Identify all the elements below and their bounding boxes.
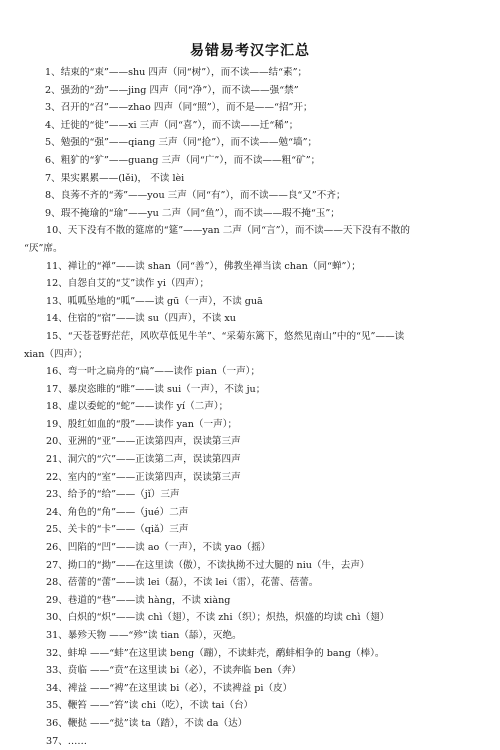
list-item: 6、粗犷的“犷”——guang 三声（同“广”），而不读——粗“矿”； <box>45 154 321 166</box>
list-item: 2、强劲的“劲”——jing 四声（同“净”），而不读——强“禁” <box>45 84 299 96</box>
list-item: 32、蚌埠 ——“蚌”在这里读 beng（蹦），不读蚌壳，鹬蚌相争的 bang（棒）。 <box>46 647 385 659</box>
list-item: 31、暴殄天物 ——“殄”读 tian（舔），灭绝。 <box>46 630 242 641</box>
list-item: 14、住宿的“宿”——读 su（四声），不读 xu <box>46 313 236 325</box>
list-item: 36、鞭挞 ——“挞”读 ta（踏），不读 da（达） <box>46 717 248 729</box>
list-item: 34、裨益 ——“裨”在这里读 bi（必），不读裨益 pi（皮） <box>46 682 293 694</box>
list-item: 24、角色的“角”——（jué）二声 <box>46 506 189 518</box>
list-item: 18、虚以委蛇的“蛇”——读作 yí（二声）； <box>46 401 229 413</box>
list-item: 25、关卡的“卡”——（qiǎ）三声 <box>46 524 189 536</box>
list-item: 30、白炽的“炽”——读 chì（翅），不读 zhi（织）；炽热，炽盛的均读 chì（翅） <box>46 612 390 624</box>
list-item: 26、凹陷的“凹”——读 ao（一声），不读 yao（摇） <box>46 542 271 554</box>
list-item: 15、“天苍苍野茫茫，风吹草低见牛羊”、“采菊东篱下，悠然见南山”中的“见”——读 <box>46 330 405 342</box>
list-item: 12、自怨自艾的“艾”读作 yi（四声）； <box>46 278 210 290</box>
list-item: 4、迁徙的“徙”——xi 三声（同“喜”），而不读——迁“稀”； <box>45 119 299 131</box>
list-item: 23、给予的“给”——（jǐ）三声 <box>46 489 180 501</box>
document-body <box>24 64 484 750</box>
list-item: 8、良莠不齐的“莠”——you 三声（同“有”），而不读——良“又”不齐； <box>45 190 346 202</box>
list-item: 7、果实累累——(lěi)， 不读 lèi <box>45 172 185 184</box>
list-item: 37、…… <box>46 735 87 747</box>
list-item: 10、天下没有不散的筵席的“筵”——yan 二声（同“言”），而不读——天下没有不散的 <box>46 225 410 237</box>
document-title: 易错易考汉字汇总 <box>190 43 310 59</box>
list-item: 20、亚洲的“亚”——正读第四声，误读第三声 <box>46 436 241 448</box>
list-item: 16、弯一叶之扁舟的“扁”——读作 pian（一声）； <box>46 366 261 378</box>
list-item: 5、勉强的“强”——qiang 三声（同“抢”），而不读——勉“墙”； <box>45 137 318 149</box>
list-item: 33、贲临 ——“贲”在这里读 bi（必），不读奔临 ben（奔） <box>46 665 302 677</box>
list-item: 27、拗口的“拗”——在这里读（傲），不读执拗不过大腿的 niu（牛，去声） <box>46 559 370 571</box>
list-item: 19、殷红如血的“殷”——读作 yan（一声）； <box>46 418 238 430</box>
list-item: 11、禅让的“禅”——读 shan（同“善”），佛教坐禅当读 chan（同“蝉”）； <box>46 260 361 272</box>
list-item: 13、呱呱坠地的“呱”——读 gū（一声），不读 guā <box>46 295 263 307</box>
list-item-continuation: xian（四声）； <box>24 348 88 360</box>
list-item: 29、巷道的“巷”——读 hàng，不读 xiàng <box>46 594 231 606</box>
list-item: 35、鞭笞 ——“笞”读 chi（吃），不读 tai（台） <box>46 700 254 712</box>
list-item: 9、瑕不掩瑜的“瑜”——yu 二声（同“鱼”），而不读——瑕不掩“玉”； <box>45 207 340 219</box>
list-item: 17、暴戾恣睢的“睢”——读 sui（一声），不读 ju； <box>46 383 266 395</box>
list-item-continuation: “厌”席。 <box>24 242 63 254</box>
list-item: 3、召开的“召”——zhao 四声（同“照”），而不是——“招”开； <box>45 102 313 114</box>
list-item: 28、蓓蕾的“蕾”——读 lei（磊），不读 lei（雷），花蕾、蓓蕾。 <box>46 577 319 589</box>
list-item: 21、洞穴的“穴”——正读第二声，误读第四声 <box>46 454 241 466</box>
list-item: 1、结束的“束”——shu 四声（同“树”），而不读——结“素”； <box>45 67 308 78</box>
list-item: 22、室内的“室”——正读第四声，误读第三声 <box>46 471 241 483</box>
